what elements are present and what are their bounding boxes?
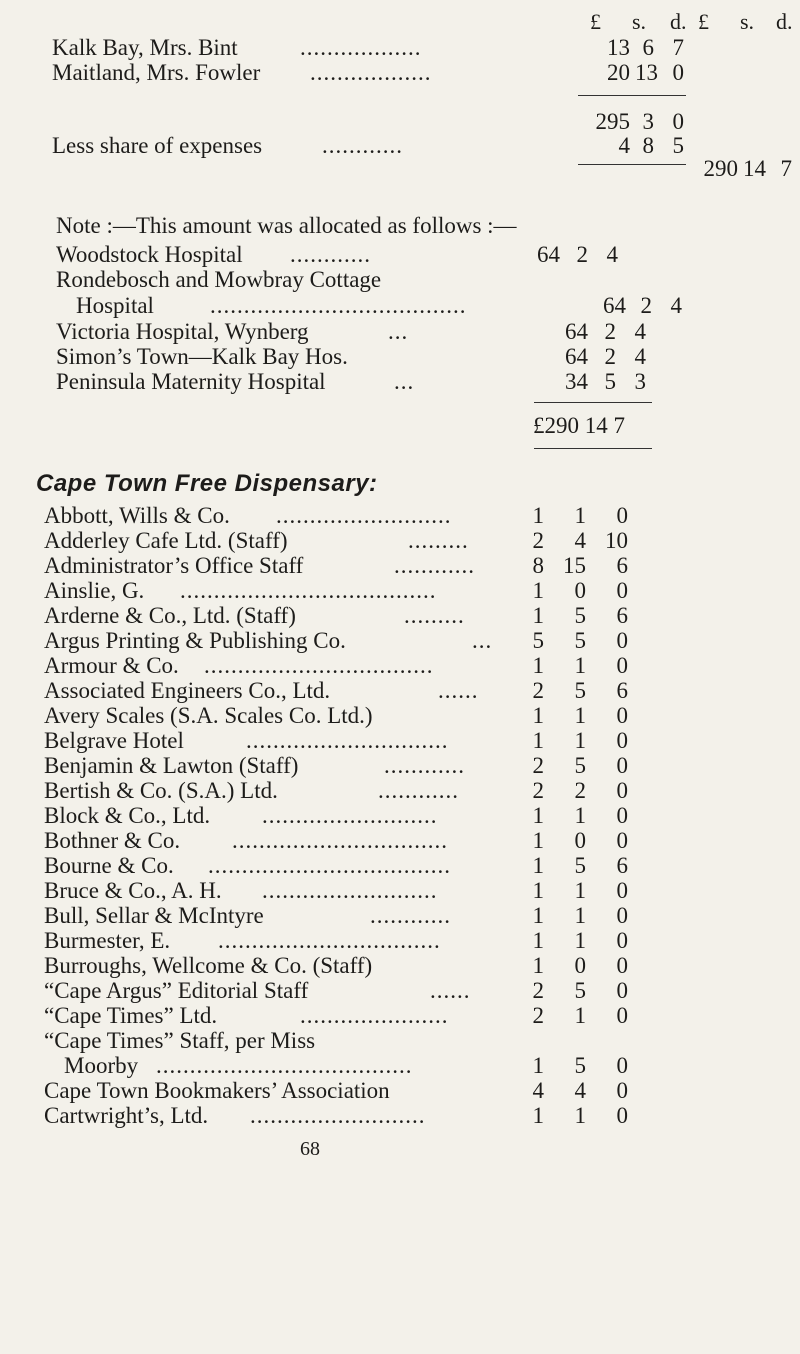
allocation-total: £290 14 7	[533, 413, 625, 438]
allocation-total-rule-top	[534, 402, 652, 403]
dispensary-pence: 6	[616, 678, 628, 703]
top-row-pounds: 20	[607, 60, 630, 85]
dispensary-pence: 0	[616, 778, 628, 803]
allocation-shillings: 5	[604, 369, 616, 394]
dispensary-shillings: 0	[574, 578, 586, 603]
dispensary-row-dots: ............	[378, 778, 459, 803]
dispensary-shillings: 1	[574, 1003, 586, 1028]
allocation-note: Note :—This amount was allocated as follows :—	[56, 213, 517, 238]
allocation-pounds: 64	[603, 293, 626, 318]
dispensary-pounds: 1	[532, 578, 544, 603]
dispensary-row-dots: ..................................	[204, 653, 434, 678]
dispensary-pounds: 8	[532, 553, 544, 578]
top-row-name: Kalk Bay, Mrs. Bint	[52, 35, 238, 60]
dispensary-row-dots: ................................	[232, 828, 448, 853]
dispensary-pence: 0	[616, 928, 628, 953]
dispensary-shillings: 1	[574, 1103, 586, 1128]
dispensary-pence: 10	[605, 528, 628, 553]
net-pounds: 290	[703, 156, 738, 181]
dispensary-pence: 0	[616, 1078, 628, 1103]
dispensary-pounds: 2	[532, 778, 544, 803]
dispensary-row-dots: .................................	[218, 928, 441, 953]
subtotal-rule	[578, 95, 686, 96]
dispensary-shillings: 0	[574, 953, 586, 978]
dispensary-shillings: 1	[574, 878, 586, 903]
dispensary-shillings: 15	[563, 553, 586, 578]
dispensary-row-name: Cartwright’s, Ltd.	[44, 1103, 209, 1128]
allocation-pounds: 34	[565, 369, 588, 394]
dispensary-pounds: 2	[532, 678, 544, 703]
allocation-row-dots: ...	[388, 319, 409, 344]
allocation-row-name: Simon’s Town—Kalk Bay Hos.	[56, 344, 348, 369]
header-pence-2: d.	[776, 9, 793, 34]
header-pound-2: £	[698, 9, 709, 34]
dispensary-shillings: 5	[574, 678, 586, 703]
dispensary-shillings: 0	[574, 828, 586, 853]
dispensary-row-name: Associated Engineers Co., Ltd.	[44, 678, 331, 703]
dispensary-heading: Cape Town Free Dispensary:	[36, 470, 378, 497]
dispensary-pence: 0	[616, 903, 628, 928]
dispensary-pounds: 1	[532, 603, 544, 628]
dispensary-pence: 0	[616, 728, 628, 753]
dispensary-pounds: 2	[532, 753, 544, 778]
dispensary-shillings: 2	[574, 778, 586, 803]
dispensary-pence: 0	[616, 978, 628, 1003]
dispensary-row-name: Armour & Co.	[44, 653, 179, 678]
dispensary-pounds: 1	[532, 1103, 544, 1128]
header-pound-1: £	[590, 9, 601, 34]
allocation-row-name: Hospital	[76, 293, 154, 318]
dispensary-pounds: 2	[532, 1003, 544, 1028]
dispensary-pounds: 1	[532, 953, 544, 978]
allocation-row-dots: ............	[290, 242, 371, 267]
dispensary-row-name: Cape Town Bookmakers’ Association	[44, 1078, 390, 1103]
top-row-shillings: 13	[635, 60, 658, 85]
dispensary-row-name: “Cape Times” Staff, per Miss	[44, 1028, 316, 1053]
dispensary-pounds: 1	[532, 703, 544, 728]
allocation-row-name: Woodstock Hospital	[56, 242, 243, 267]
dispensary-pence: 0	[616, 753, 628, 778]
dispensary-row-dots: ..........................	[276, 503, 452, 528]
top-row-pence: 7	[672, 35, 684, 60]
top-row-dots: ..................	[300, 35, 422, 60]
dispensary-row-dots: ......................	[300, 1003, 449, 1028]
dispensary-row-dots: .........	[408, 528, 469, 553]
allocation-row-dots: ...	[394, 369, 415, 394]
dispensary-row-dots: ..........................	[262, 878, 438, 903]
dispensary-row-dots: ......................................	[156, 1053, 413, 1078]
allocation-row-name: Peninsula Maternity Hospital	[56, 369, 326, 394]
less-expenses-shillings: 8	[642, 133, 654, 158]
dispensary-pence: 0	[616, 1103, 628, 1128]
dispensary-shillings: 4	[574, 528, 586, 553]
dispensary-row-name: “Cape Times” Ltd.	[44, 1003, 218, 1028]
allocation-row-name: Rondebosch and Mowbray Cottage	[56, 267, 382, 292]
dispensary-row-name: Burmester, E.	[44, 928, 171, 953]
top-row-pounds: 13	[607, 35, 630, 60]
dispensary-row-name: Arderne & Co., Ltd. (Staff)	[44, 603, 296, 628]
dispensary-row-name: Burroughs, Wellcome & Co. (Staff)	[44, 953, 373, 978]
dispensary-row-dots: ..........................	[262, 803, 438, 828]
dispensary-row-dots: ......	[430, 978, 471, 1003]
allocation-shillings: 2	[604, 344, 616, 369]
allocation-pence: 4	[670, 293, 682, 318]
allocation-total-rule-bottom	[534, 448, 652, 449]
dispensary-pence: 0	[616, 1003, 628, 1028]
dispensary-pence: 0	[616, 578, 628, 603]
dispensary-pounds: 1	[532, 903, 544, 928]
dispensary-row-name: “Cape Argus” Editorial Staff	[44, 978, 309, 1003]
allocation-pence: 4	[606, 242, 618, 267]
dispensary-shillings: 4	[574, 1078, 586, 1103]
header-shilling-2: s.	[740, 9, 755, 34]
dispensary-row-dots: ............	[384, 753, 465, 778]
dispensary-row-name: Block & Co., Ltd.	[44, 803, 211, 828]
header-shilling-1: s.	[632, 9, 647, 34]
dispensary-pounds: 2	[532, 528, 544, 553]
dispensary-row-dots: ....................................	[208, 853, 451, 878]
subtotal-pence: 0	[672, 109, 684, 134]
subtotal-pounds: 295	[595, 109, 630, 134]
dispensary-shillings: 1	[574, 503, 586, 528]
dispensary-row-dots: ..........................	[250, 1103, 426, 1128]
dispensary-pounds: 1	[532, 503, 544, 528]
allocation-pence: 3	[634, 369, 646, 394]
dispensary-row-name: Avery Scales (S.A. Scales Co. Ltd.)	[44, 703, 373, 728]
net-rule	[578, 164, 686, 165]
dispensary-shillings: 5	[574, 978, 586, 1003]
dispensary-pence: 6	[616, 553, 628, 578]
dispensary-row-name: Bourne & Co.	[44, 853, 174, 878]
allocation-pounds: 64	[537, 242, 560, 267]
allocation-pounds: 64	[565, 319, 588, 344]
dispensary-row-name: Bruce & Co., A. H.	[44, 878, 222, 903]
dispensary-pence: 0	[616, 953, 628, 978]
net-shillings: 14	[743, 156, 766, 181]
dispensary-row-name: Ainslie, G.	[44, 578, 145, 603]
dispensary-shillings: 1	[574, 903, 586, 928]
dispensary-row-name: Bertish & Co. (S.A.) Ltd.	[44, 778, 278, 803]
dispensary-shillings: 1	[574, 803, 586, 828]
less-expenses-label: Less share of expenses	[52, 133, 263, 158]
less-expenses-pence: 5	[672, 133, 684, 158]
dispensary-pounds: 1	[532, 728, 544, 753]
less-expenses-dots: ............	[322, 133, 403, 158]
dispensary-pence: 0	[616, 828, 628, 853]
dispensary-pounds: 1	[532, 803, 544, 828]
dispensary-shillings: 5	[574, 753, 586, 778]
dispensary-row-name: Abbott, Wills & Co.	[44, 503, 230, 528]
dispensary-row-name: Adderley Cafe Ltd. (Staff)	[44, 528, 288, 553]
dispensary-shillings: 5	[574, 603, 586, 628]
allocation-shillings: 2	[576, 242, 588, 267]
dispensary-row-dots: ..............................	[246, 728, 449, 753]
less-expenses-pounds: 4	[618, 133, 630, 158]
dispensary-pence: 0	[616, 803, 628, 828]
dispensary-row-dots: ............	[394, 553, 475, 578]
dispensary-row-name: Bull, Sellar & McIntyre	[44, 903, 264, 928]
allocation-row-name: Victoria Hospital, Wynberg	[56, 319, 309, 344]
dispensary-pence: 0	[616, 703, 628, 728]
dispensary-pounds: 1	[532, 1053, 544, 1078]
dispensary-shillings: 1	[574, 703, 586, 728]
dispensary-row-name: Moorby	[64, 1053, 139, 1078]
dispensary-pence: 0	[616, 503, 628, 528]
dispensary-pence: 0	[616, 1053, 628, 1078]
dispensary-row-dots: ......................................	[180, 578, 437, 603]
dispensary-row-dots: ......	[438, 678, 479, 703]
top-row-name: Maitland, Mrs. Fowler	[52, 60, 261, 85]
dispensary-pounds: 1	[532, 878, 544, 903]
dispensary-pounds: 4	[532, 1078, 544, 1103]
subtotal-shillings: 3	[642, 109, 654, 134]
dispensary-pence: 6	[616, 603, 628, 628]
allocation-shillings: 2	[604, 319, 616, 344]
dispensary-row-name: Bothner & Co.	[44, 828, 181, 853]
dispensary-shillings: 1	[574, 653, 586, 678]
dispensary-row-dots: .........	[404, 603, 465, 628]
top-row-shillings: 6	[642, 35, 654, 60]
dispensary-row-dots: ...	[472, 628, 493, 653]
dispensary-shillings: 1	[574, 728, 586, 753]
header-pence-1: d.	[670, 9, 687, 34]
dispensary-pence: 0	[616, 653, 628, 678]
dispensary-row-name: Benjamin & Lawton (Staff)	[44, 753, 299, 778]
dispensary-pounds: 1	[532, 853, 544, 878]
net-pence: 7	[780, 156, 792, 181]
dispensary-shillings: 5	[574, 1053, 586, 1078]
dispensary-row-name: Belgrave Hotel	[44, 728, 184, 753]
dispensary-pounds: 5	[532, 628, 544, 653]
dispensary-pounds: 1	[532, 828, 544, 853]
allocation-pounds: 64	[565, 344, 588, 369]
page-number: 68	[300, 1138, 320, 1160]
dispensary-pence: 0	[616, 628, 628, 653]
allocation-row-dots: ......................................	[210, 293, 467, 318]
dispensary-pounds: 2	[532, 978, 544, 1003]
dispensary-pence: 0	[616, 878, 628, 903]
top-row-pence: 0	[672, 60, 684, 85]
dispensary-shillings: 1	[574, 928, 586, 953]
dispensary-shillings: 5	[574, 853, 586, 878]
allocation-shillings: 2	[640, 293, 652, 318]
dispensary-pence: 6	[616, 853, 628, 878]
top-row-dots: ..................	[310, 60, 432, 85]
dispensary-shillings: 5	[574, 628, 586, 653]
dispensary-row-dots: ............	[370, 903, 451, 928]
dispensary-row-name: Administrator’s Office Staff	[44, 553, 304, 578]
allocation-pence: 4	[634, 344, 646, 369]
dispensary-pounds: 1	[532, 928, 544, 953]
allocation-pence: 4	[634, 319, 646, 344]
dispensary-row-name: Argus Printing & Publishing Co.	[44, 628, 346, 653]
dispensary-pounds: 1	[532, 653, 544, 678]
